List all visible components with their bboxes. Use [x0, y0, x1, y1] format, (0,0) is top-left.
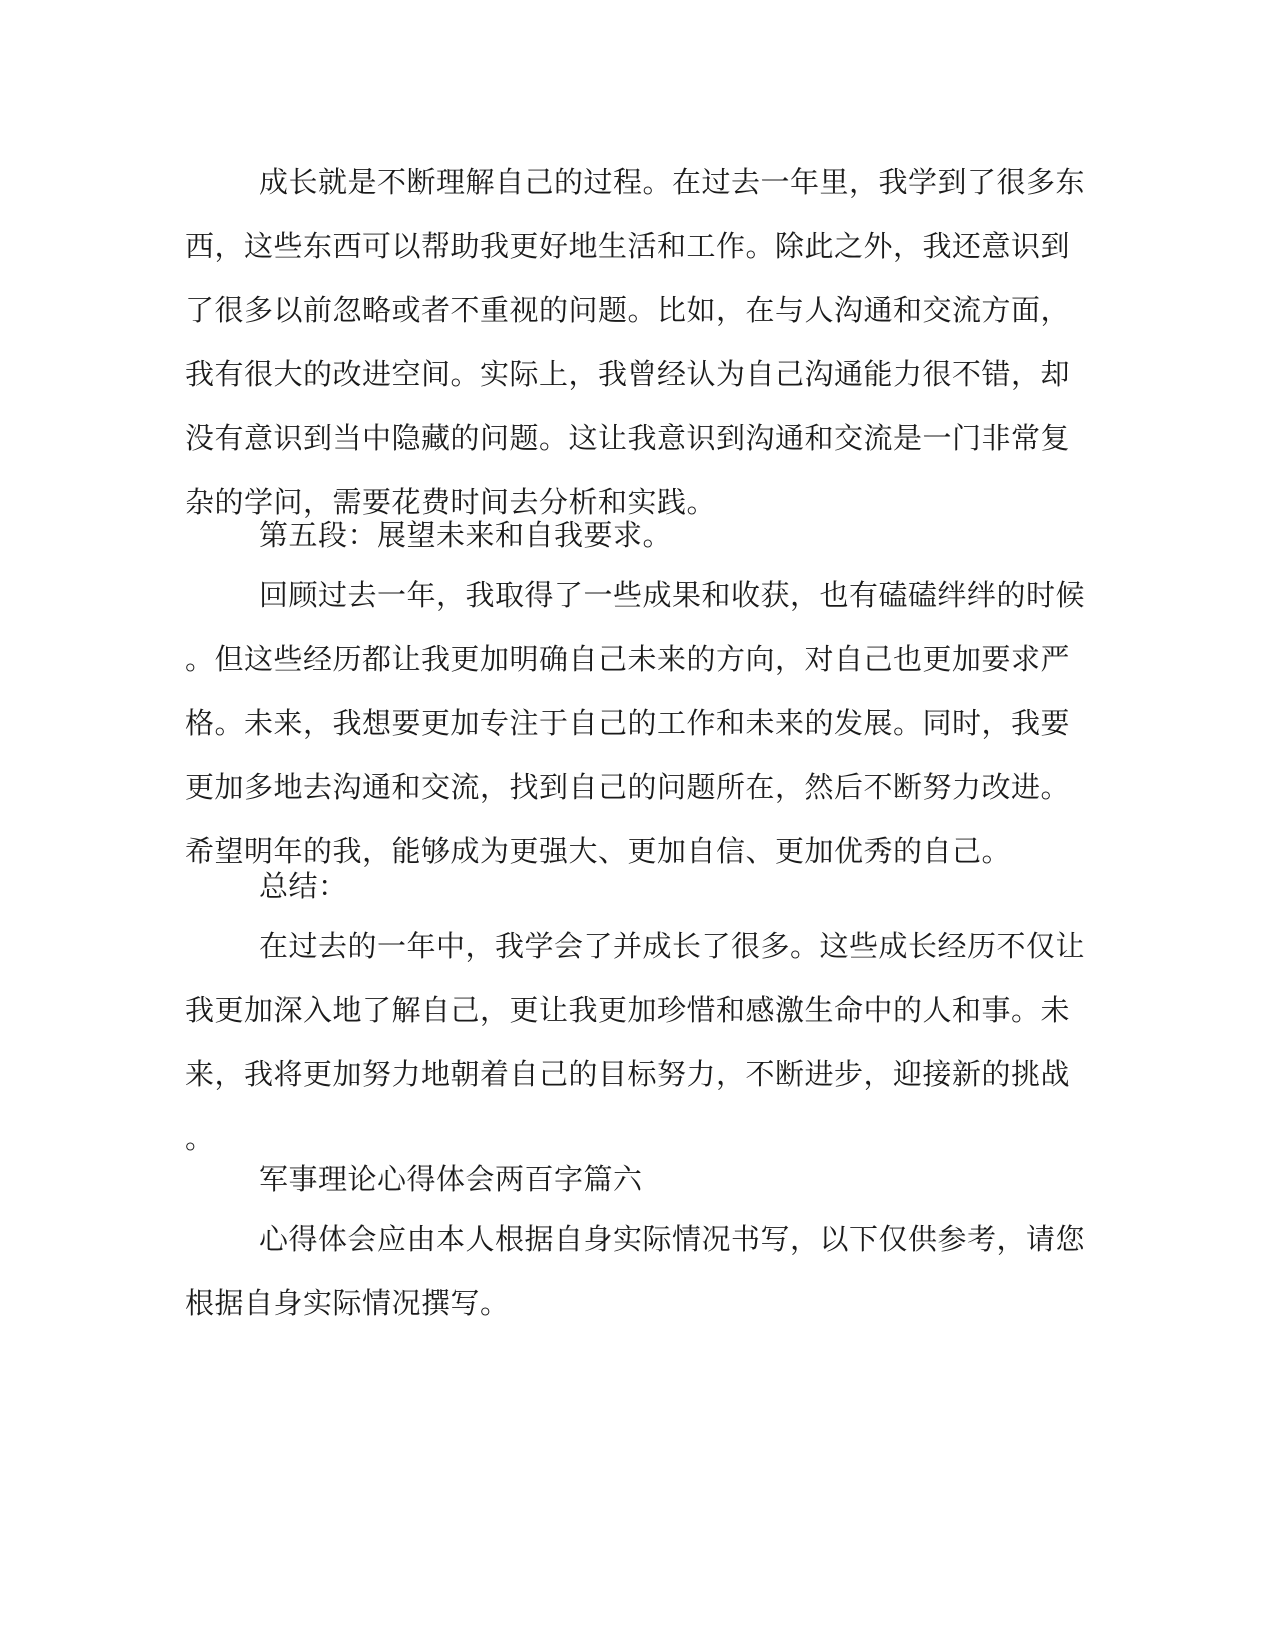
paragraph-summary: [185, 914, 1085, 1170]
text-line: 。: [185, 1121, 215, 1155]
text-line: 格。未来，我想要更加专注于自己的工作和未来的发展。同时，我要: [185, 706, 1071, 740]
text-line: 西，这些东西可以帮助我更好地生活和工作。除此之外，我还意识到: [185, 229, 1071, 263]
text-line: 没有意识到当中隐藏的问题。这让我意识到沟通和交流是一门非常复: [185, 421, 1071, 455]
text-line: 根据自身实际情况撰写。: [185, 1286, 510, 1320]
section-title-part-six: [185, 1147, 643, 1211]
text-line: 来，我将更加努力地朝着自己的目标努力，不断进步，迎接新的挑战: [185, 1057, 1071, 1091]
text-line: 我有很大的改进空间。实际上，我曾经认为自己沟通能力很不错，却: [185, 357, 1071, 391]
text-line: 在过去的一年中，我学会了并成长了很多。这些成长经历不仅让: [259, 929, 1086, 963]
text-line: 杂的学问，需要花费时间去分析和实践。: [185, 485, 717, 519]
text-line: 。但这些经历都让我更加明确自己未来的方向，对自己也更加要求严: [185, 642, 1071, 676]
text-line: 我更加深入地了解自己，更让我更加珍惜和感激生命中的人和事。未: [185, 993, 1071, 1027]
text-line: 了很多以前忽略或者不重视的问题。比如，在与人沟通和交流方面，: [185, 293, 1071, 327]
paragraph-outlook: [185, 563, 1085, 883]
text-line: 总结：: [259, 869, 348, 903]
text-line: 第五段：展望未来和自我要求。: [259, 518, 673, 552]
text-line: 成长就是不断理解自己的过程。在过去一年里，我学到了很多东: [259, 165, 1086, 199]
text-line: 军事理论心得体会两百字篇六: [259, 1162, 643, 1196]
text-line: 希望明年的我，能够成为更强大、更加自信、更加优秀的自己。: [185, 834, 1012, 868]
text-line: 心得体会应由本人根据自身实际情况书写，以下仅供参考，请您: [259, 1222, 1086, 1256]
paragraph-note: [185, 1207, 1085, 1335]
section-heading-five: [185, 503, 672, 567]
text-line: 回顾过去一年，我取得了一些成果和收获，也有磕磕绊绊的时候: [259, 578, 1086, 612]
paragraph-growth: [185, 150, 1085, 534]
text-line: 更加多地去沟通和交流，找到自己的问题所在，然后不断努力改进。: [185, 770, 1071, 804]
summary-heading: [185, 854, 348, 918]
